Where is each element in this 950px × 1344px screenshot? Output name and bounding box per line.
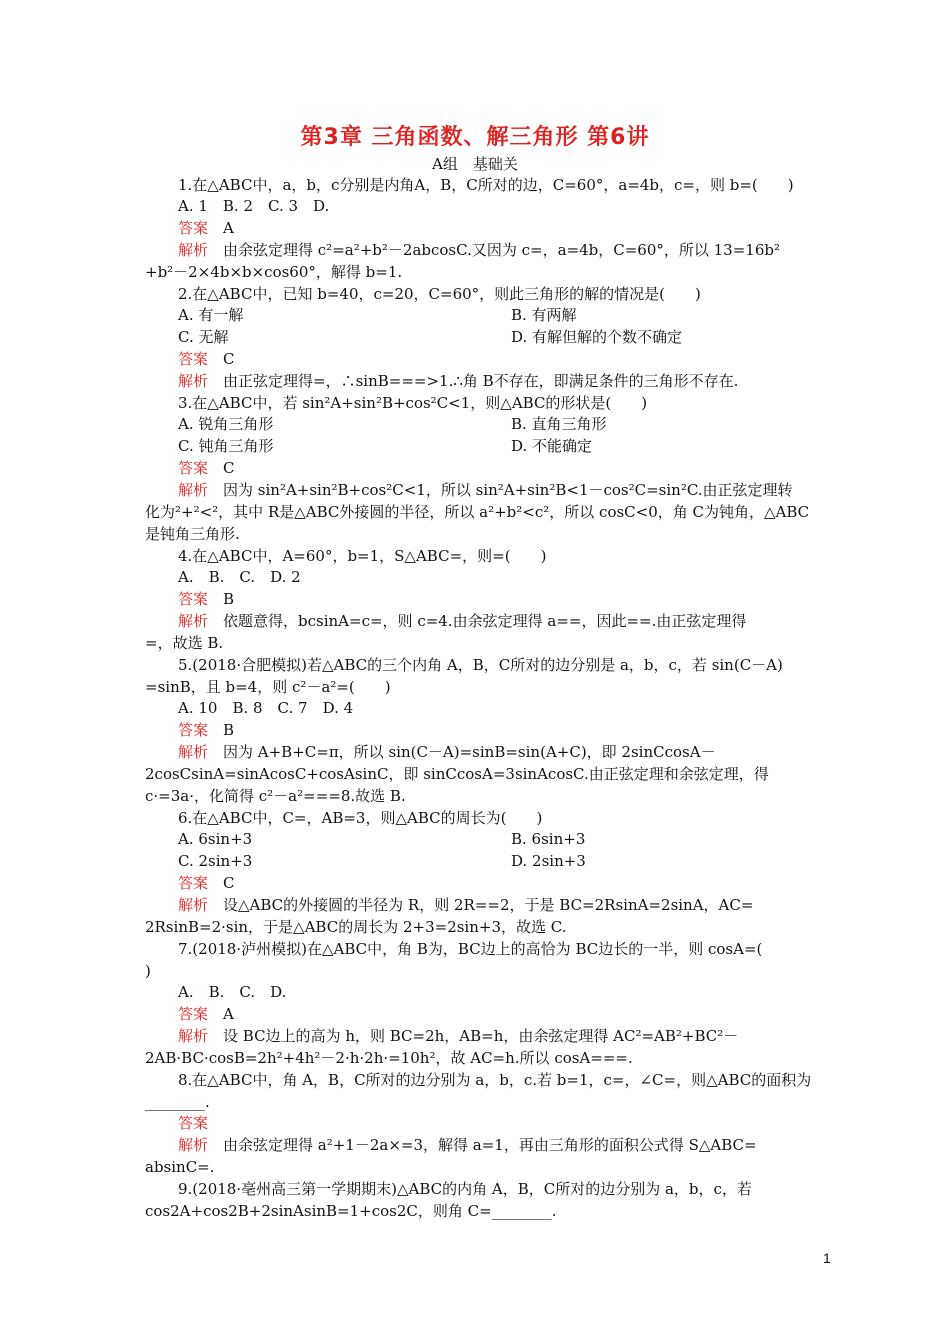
line-text: A. 10 B. 8 C. 7 D. 4 xyxy=(178,699,354,717)
line-text: B. 有两解 xyxy=(511,306,577,324)
line-text: C. 无解 xyxy=(178,328,229,346)
line-text: 8.在△ABC中，角 A，B，C所对的边分别为 a，b，c.若 b=1，c=，∠C=，则△ABC的面积为 xyxy=(178,1071,812,1089)
answer-label: 解析 xyxy=(178,241,209,259)
line-text: 由正弦定理得=，∴sinB===>1.∴角 B不存在，即满足条件的三角形不存在. xyxy=(208,372,739,390)
line-text: c·=3a·，化简得 c²－a²===8.故选 B. xyxy=(145,787,406,805)
text-line xyxy=(178,1026,738,1046)
line-text: 是钝角三角形. xyxy=(145,525,240,543)
text-line xyxy=(145,677,391,697)
text-line xyxy=(178,655,783,675)
line-text: D. 2sin+3 xyxy=(511,852,586,870)
text-line xyxy=(145,1048,633,1068)
answer-label: 解析 xyxy=(178,1027,209,1045)
answer-label: 解析 xyxy=(178,1136,209,1154)
text-line xyxy=(178,742,716,762)
text-line xyxy=(178,546,546,566)
text-line xyxy=(178,218,234,238)
text-line xyxy=(511,829,585,849)
text-line xyxy=(178,393,647,413)
text-line xyxy=(511,414,607,434)
line-text: cos2A+cos2B+2sinAsinB=1+cos2C，则角 C=________. xyxy=(145,1202,557,1220)
text-line xyxy=(178,436,273,456)
answer-label: 答案 xyxy=(178,219,209,237)
text-line xyxy=(178,589,234,609)
text-line xyxy=(145,1092,210,1112)
answer-label: 答案 xyxy=(178,1114,209,1132)
answer-label: 答案 xyxy=(178,459,209,477)
line-text: A. 6sin+3 xyxy=(178,830,253,848)
text-line xyxy=(145,786,406,806)
answer-label: 解析 xyxy=(178,612,209,630)
answer-label: 解析 xyxy=(178,481,209,499)
text-line xyxy=(178,895,753,915)
line-text: 7.(2018·泸州模拟)在△ABC中，角 B为，BC边上的高恰为 BC边长的一半，则 cosA=( xyxy=(178,940,763,958)
page-number: 1 xyxy=(823,1250,831,1266)
text-line xyxy=(178,1113,208,1133)
text-line xyxy=(145,764,769,784)
text-line xyxy=(178,1179,752,1199)
line-text: A xyxy=(208,1005,234,1023)
line-text: C. 2sin+3 xyxy=(178,852,253,870)
text-line xyxy=(178,698,353,718)
line-text: 1.在△ABC中，a，b，c分别是内角A，B，C所对的边，C=60°，a=4b，c=，则 b=( ) xyxy=(178,176,794,194)
line-text: D. 不能确定 xyxy=(511,437,593,455)
line-text: A. 有一解 xyxy=(178,306,244,324)
line-text: C xyxy=(208,459,235,477)
text-line xyxy=(511,327,682,347)
text-line xyxy=(178,567,301,587)
text-line xyxy=(178,829,252,849)
text-line xyxy=(511,305,577,325)
answer-label: 答案 xyxy=(178,590,209,608)
line-text: 5.(2018·合肥模拟)若△ABC的三个内角 A，B，C所对的边分别是 a，b，c，若 sin(C－A) xyxy=(178,656,783,674)
line-text: 2RsinB=2·sin，于是△ABC的周长为 2+3=2sin+3，故选 C. xyxy=(145,918,567,936)
answer-label: 解析 xyxy=(178,372,209,390)
text-line xyxy=(178,284,701,304)
answer-label: 答案 xyxy=(178,350,209,368)
line-text: 2.在△ABC中，已知 b=40，c=20，C=60°，则此三角形的解的情况是( ) xyxy=(178,285,701,303)
line-text: 2cosCsinA=sinAcosC+cosAsinC，即 sinCcosA=3sinAcosC.由正弦定理和余弦定理，得 xyxy=(145,765,769,783)
line-text: 由余弦定理得 a²+1－2a×=3，解得 a=1，再由三角形的面积公式得 S△ABC= xyxy=(208,1136,757,1154)
line-text: A xyxy=(208,219,234,237)
section-subtitle: A组 基础关 xyxy=(432,155,518,173)
line-text: A. 锐角三角形 xyxy=(178,415,274,433)
text-line xyxy=(145,961,151,981)
text-line xyxy=(178,1070,811,1090)
line-text: B xyxy=(208,721,235,739)
answer-label: 答案 xyxy=(178,874,209,892)
line-text: =，故选 B. xyxy=(145,634,224,652)
line-text: 3.在△ABC中，若 sin²A+sin²B+cos²C<1，则△ABC的形状是( ) xyxy=(178,394,648,412)
answer-label: 解析 xyxy=(178,896,209,914)
text-line xyxy=(178,982,286,1002)
text-line xyxy=(178,480,793,500)
line-text: +b²－2×4b×b×cos60°，解得 b=1. xyxy=(145,263,403,281)
text-line xyxy=(145,633,223,653)
line-text: 2AB·BC·cosB=2h²+4h²－2·h·2h·=10h²，故 AC=h.所以 cosA===. xyxy=(145,1049,633,1067)
line-text: ________. xyxy=(145,1093,210,1111)
line-text: C xyxy=(208,874,235,892)
text-line xyxy=(145,1201,556,1221)
text-line xyxy=(178,349,235,369)
text-line xyxy=(145,262,402,282)
text-line xyxy=(145,502,809,522)
text-line xyxy=(178,458,235,478)
text-line xyxy=(145,1157,215,1177)
line-text: 6.在△ABC中，C=，AB=3，则△ABC的周长为( ) xyxy=(178,809,543,827)
line-text: 依题意得，bcsinA=c=，则 c=4.由余弦定理得 a==，因此==.由正弦定理得 xyxy=(208,612,747,630)
line-text: 设△ABC的外接圆的半径为 R，则 2R==2，于是 BC=2RsinA=2sinA，AC= xyxy=(208,896,754,914)
line-text: A. 1 B. 2 C. 3 D. xyxy=(178,197,330,215)
line-text: 化为²+²<²，其中 R是△ABC外接圆的半径，所以 a²+b²<c²，所以 cosC<0，角 C为钝角，△ABC xyxy=(145,503,810,521)
line-text: 因为 A+B+C=π，所以 sin(C－A)=sinB=sin(A+C)，即 2sinCcosA－ xyxy=(208,743,716,761)
text-line xyxy=(178,305,243,325)
text-line xyxy=(178,196,329,216)
text-line xyxy=(178,414,273,434)
text-line xyxy=(178,1004,234,1024)
text-line xyxy=(178,851,252,871)
line-text: 因为 sin²A+sin²B+cos²C<1，所以 sin²A+sin²B<1－cos²C=sin²C.由正弦定理转 xyxy=(208,481,793,499)
text-line xyxy=(178,371,738,391)
text-line xyxy=(145,917,566,937)
line-text: =sinB，且 b=4，则 c²－a²=( ) xyxy=(145,678,391,696)
line-text: D. 有解但解的个数不确定 xyxy=(511,328,683,346)
line-text: B xyxy=(208,590,235,608)
text-line xyxy=(178,720,234,740)
text-line xyxy=(178,873,235,893)
line-text: B. 6sin+3 xyxy=(511,830,586,848)
text-line xyxy=(511,851,586,871)
line-text: 设 BC边上的高为 h，则 BC=2h，AB=h，由余弦定理得 AC²=AB²+BC²－ xyxy=(208,1027,739,1045)
line-text: C. 钝角三角形 xyxy=(178,437,274,455)
line-text: B. 直角三角形 xyxy=(511,415,607,433)
line-text: C xyxy=(208,350,235,368)
line-text: 4.在△ABC中，A=60°，b=1，S△ABC=，则=( ) xyxy=(178,547,547,565)
text-line xyxy=(178,1135,757,1155)
text-line xyxy=(178,611,746,631)
answer-label: 答案 xyxy=(178,1005,209,1023)
text-line xyxy=(178,939,762,959)
text-line xyxy=(178,240,780,260)
line-text: 由余弦定理得 c²=a²+b²－2abcosC.又因为 c=，a=4b，C=60°，所以 13=16b² xyxy=(208,241,780,259)
answer-label: 答案 xyxy=(178,721,209,739)
text-line xyxy=(511,436,592,456)
line-text: ) xyxy=(145,962,151,980)
text-line xyxy=(178,175,794,195)
line-text: absinC=. xyxy=(145,1158,215,1176)
text-line xyxy=(145,524,240,544)
text-line xyxy=(178,808,542,828)
page-title: 第3章 三角函数、解三角形 第6讲 xyxy=(300,125,650,150)
text-line xyxy=(178,327,228,347)
answer-label: 解析 xyxy=(178,743,209,761)
line-text: A. B. C. D. 2 xyxy=(178,568,301,586)
line-text: 9.(2018·亳州高三第一学期期末)△ABC的内角 A，B，C所对的边分别为 a，b，c，若 xyxy=(178,1180,752,1198)
line-text: A. B. C. D. xyxy=(178,983,287,1001)
